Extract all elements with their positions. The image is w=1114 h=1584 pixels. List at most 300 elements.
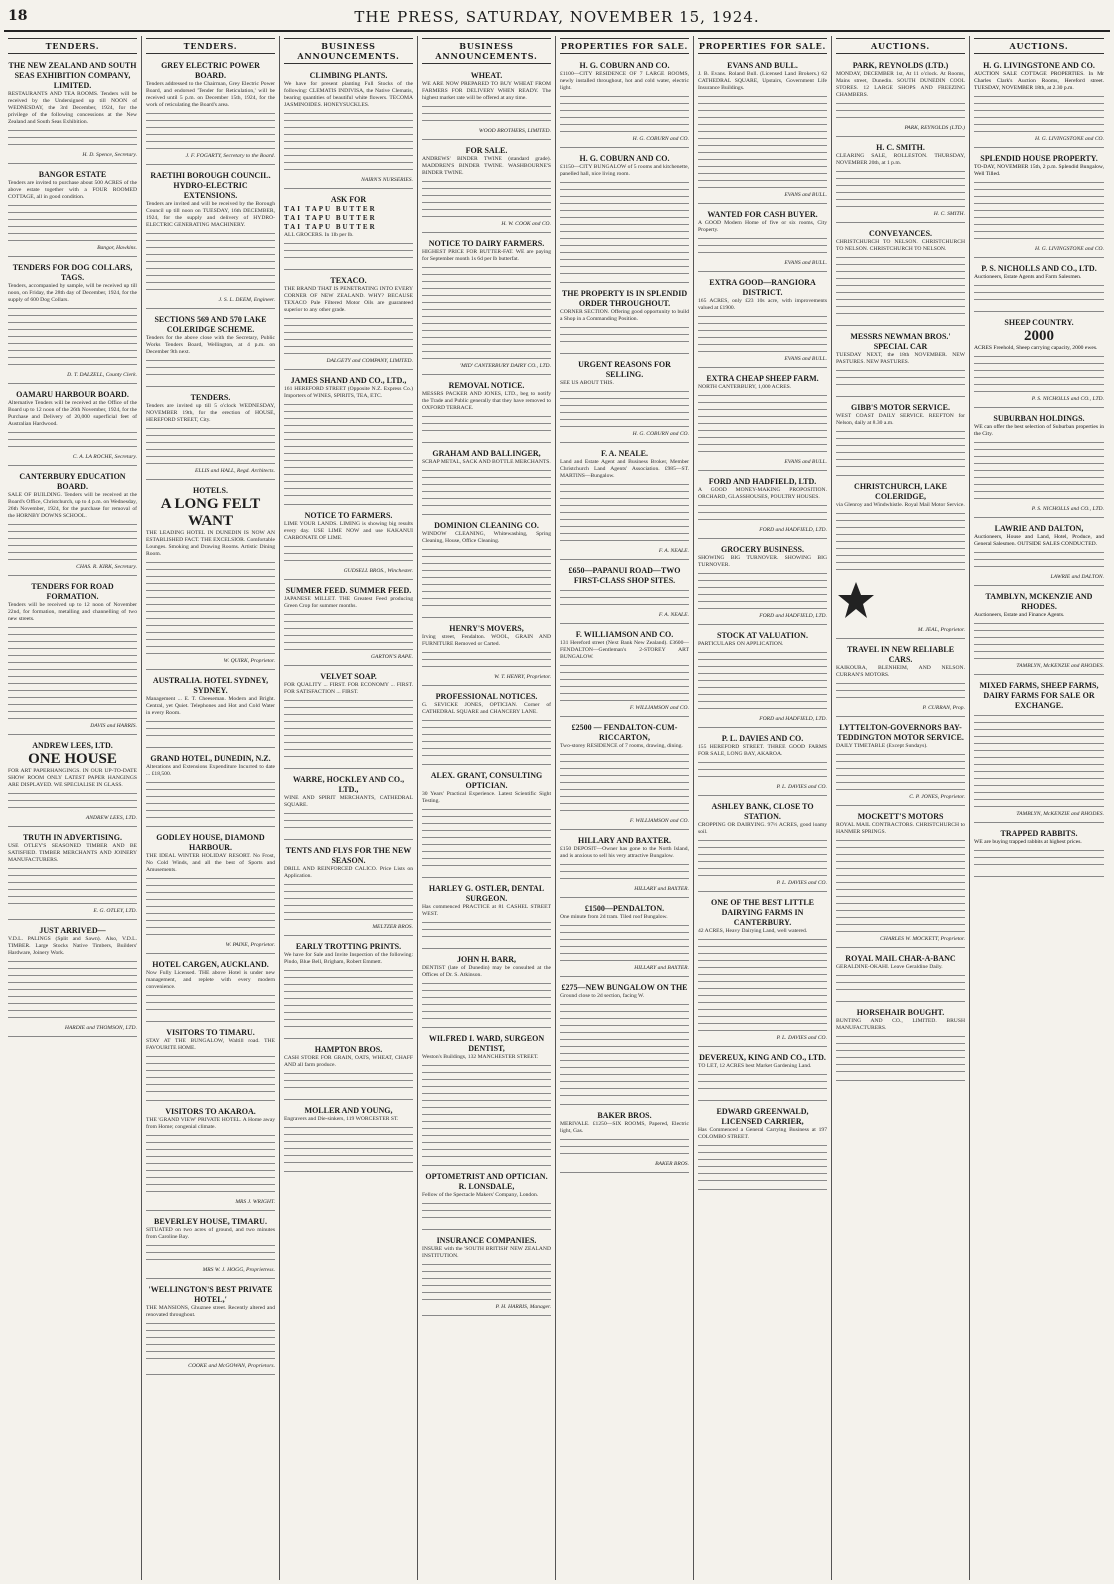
advertisement — [422, 768, 551, 878]
advertisement — [284, 1103, 413, 1172]
advertisement — [698, 799, 827, 892]
advertisement — [8, 260, 137, 384]
ad-signature: GUDSELL BROS., Winchester. — [343, 568, 413, 574]
ad-signature: D. T. DALZELL, County Clerk. — [67, 372, 137, 378]
ad-signature: H. W. COOK and CO. — [501, 221, 551, 227]
ad-body-text: FOR QUALITY ... FIRST. FOR ECONOMY ... FIRST. FOR SATISFACTION ... FIRST. — [284, 682, 413, 695]
ad-body-text: Auctioneers, Estate and Finance Agents. — [974, 612, 1065, 618]
fine-print-block — [974, 848, 1104, 870]
fine-print-block — [284, 1071, 413, 1093]
fine-print-block — [284, 316, 413, 356]
ad-signature: H. D. Spence, Secretary. — [82, 152, 137, 158]
advertisement — [146, 673, 275, 748]
advertisement — [146, 957, 275, 1022]
ad-signature: EVANS and BULL. — [784, 192, 827, 198]
ad-signature: P. S. NICHOLLS and CO., LTD. — [1031, 396, 1104, 402]
ad-body-text: CORNER SECTION. Offering good opportunity to build a Shop in a Commanding Position. — [560, 309, 689, 322]
ad-heading: URGENT REASONS FOR SELLING. — [578, 360, 671, 379]
ad-body-text: We have for present planting Full Stocks of the following: CLEMATIS INDIVISA, the Native Clematis, bearing quantities of beautiful white flowers. TECOMA JASMINOIDES. HONEYSUCKLES. — [284, 81, 413, 108]
ad-body-text: WEST COAST DAILY SERVICE. REEFTON for Nelson, daily at 8.30 a.m. — [836, 413, 965, 426]
ad-body-text: BUNTING AND CO., LIMITED. BRUSH MANUFACTURERS. — [836, 1018, 965, 1031]
ad-heading: BEVERLEY HOUSE, TIMARU. — [154, 1217, 267, 1226]
fine-print-block — [146, 1321, 275, 1361]
fine-print-block — [974, 283, 1104, 305]
ad-body-text: £1100—CITY RESIDENCE OF 7 LARGE ROOMS, newly installed throughout, hot and cold water, electric light. — [560, 71, 689, 91]
advertisement — [836, 140, 965, 223]
fine-print-block — [146, 719, 275, 741]
ad-repeated-line: TAI TAPU BUTTER — [284, 223, 377, 231]
ad-signature: HILLARY and BAXTER. — [634, 965, 689, 971]
advertisement — [698, 731, 827, 796]
advertisement — [974, 58, 1104, 148]
ad-heading: GIBB'S MOTOR SERVICE. — [851, 403, 950, 412]
ad-body-text: Engravers and Die-sinkers, 119 WORCESTER ST. — [284, 1116, 399, 1122]
ad-signature: H. G. COBURN and CO. — [632, 431, 689, 437]
ad-heading: PROFESSIONAL NOTICES. — [435, 692, 538, 701]
ad-heading: LAWRIE AND DALTON, — [994, 524, 1084, 533]
fine-print-block — [422, 1063, 551, 1159]
ad-body-text: PARTICULARS ON APPLICATION. — [698, 641, 784, 647]
advertisement — [698, 474, 827, 539]
advertisement — [422, 378, 551, 443]
ad-signature: P. S. NICHOLLS and CO., LTD. — [1031, 506, 1104, 512]
ad-heading: JAMES SHAND AND CO., LTD., — [290, 376, 407, 385]
ad-body-text: Irving street, Fendalton. WOOL, GRAIN AND FURNITURE Removed or Carted. — [422, 634, 551, 647]
ad-heading: CONVEYANCES. — [868, 229, 933, 238]
ad-signature: CHAS. R. KIRK, Secretary. — [76, 564, 137, 570]
fine-print-block — [560, 1137, 689, 1159]
advertisement — [974, 261, 1104, 312]
fine-print-block — [146, 426, 275, 466]
ad-heading: 'WELLINGTON'S BEST PRIVATE HOTEL,' — [148, 1285, 273, 1304]
ad-signature: EVANS and BULL. — [784, 459, 827, 465]
ad-signature: P. L. DAVIES and CO. — [776, 1035, 827, 1041]
fine-print-block — [698, 937, 827, 1033]
ad-body-text: via Glenroy and Windwhistle. Royal Mail Motor Service. — [836, 502, 965, 508]
ad-heading: £2500 — FENDALTON-CUM-RICCARTON, — [571, 723, 678, 742]
ad-body-text: FOR ART PAPERHANGINGS. IN OUR UP-TO-DATE SHOW ROOM ONLY LATEST PAPER HANGINGS ARE DISPLAYED. WE SPECIALISE IN GLASS. — [8, 768, 137, 788]
advertisement — [836, 329, 965, 397]
fine-print-block — [836, 101, 965, 123]
fine-print-block — [836, 368, 965, 390]
advertisement — [284, 669, 413, 769]
advertisement — [836, 809, 965, 948]
fine-print-block — [560, 588, 689, 610]
ad-heading: SPLENDID HOUSE PROPERTY. — [980, 154, 1098, 163]
ad-signature: H. C. SMITH. — [933, 211, 965, 217]
ad-heading: HOTELS. — [193, 486, 228, 495]
fine-print-block — [422, 650, 551, 672]
ad-body-text: Two-storey RESIDENCE of 7 rooms, drawing, dining. — [560, 743, 683, 749]
ad-body-text: Tenders addressed to the Chairman, Grey Electric Power Board, and endorsed 'Tender for Reticulation,' will be received until 5 p.m. on December 15th, 1924, for the work of reticulating the Board's area. — [146, 81, 275, 108]
fine-print-block — [284, 968, 413, 1032]
advertisement — [560, 151, 689, 283]
ad-heading: ROYAL MAIL CHAR-A-BANC — [845, 954, 956, 963]
advertisement — [146, 830, 275, 954]
column-6 — [694, 36, 832, 1580]
advertisement — [974, 151, 1104, 258]
ad-signature: FORD and HADFIELD, LTD. — [759, 527, 827, 533]
ad-heading: AUSTRALIA. HOTEL SYDNEY, SYDNEY. — [152, 676, 269, 695]
fine-print-block — [422, 179, 551, 219]
ad-signature: H. G. COBURN and CO. — [632, 136, 689, 142]
ad-body-text: 42 ACRES, Heavy Dairying Land, well watered. — [698, 928, 808, 934]
ad-signature: P. L. DAVIES and CO. — [776, 880, 827, 886]
advertisement — [8, 738, 137, 827]
ad-heading: GREY ELECTRIC POWER BOARD. — [161, 61, 260, 80]
ad-body-text: A GOOD MONEY-MAKING PROPOSITION. ORCHARD, GLASSHOUSES, POULTRY HOUSES. — [698, 487, 827, 500]
ad-heading: HOTEL CARGEN, AUCKLAND. — [152, 960, 269, 969]
ad-body-text: MERIVALE. £1250—SIX ROOMS, Papered, Electric light, Gas. — [560, 1121, 689, 1134]
ad-body-text: KAIKOURA, BLENHEIM, AND NELSON. CURRAN'S MOTORS. — [836, 665, 965, 678]
fine-print-block — [836, 1034, 965, 1074]
ad-heading: MOCKETT'S MOTORS — [857, 812, 944, 821]
advertisement — [422, 1233, 551, 1316]
ad-heading: OAMARU HARBOUR BOARD. — [16, 390, 129, 399]
advertisement — [560, 286, 689, 354]
fine-print-block — [836, 255, 965, 319]
ad-signature: HARDIE and THOMSON, LTD. — [64, 1025, 137, 1031]
advertisement — [422, 446, 551, 515]
ad-body-text: THE IDEAL WINTER HOLIDAY RESORT. No Frost, No Cold Winds, and all the best of Sports and Amusements. — [146, 853, 275, 873]
advertisement — [836, 951, 965, 1002]
fine-print-block — [8, 959, 137, 1023]
ad-body-text: Auctioneers, House and Land, Hotel, Produce, and General Salesmen. OUTSIDE SALES CONDUCTED. — [974, 534, 1104, 547]
column-heading: PROPERTIES FOR SALE. — [560, 38, 689, 54]
ad-signature: BAKER BROS. — [655, 1161, 689, 1167]
masthead — [4, 4, 1110, 32]
fine-print-block — [974, 94, 1104, 134]
ad-signature: HILLARY and BAXTER. — [634, 886, 689, 892]
ad-body-text: G. SEVICKE JONES, OPTICIAN. Corner of CATHEDRAL SQUARE and CHANCERY LANE. — [422, 702, 551, 715]
fine-print-block — [8, 866, 137, 906]
ad-heading: TRAPPED RABBITS. — [1000, 829, 1078, 838]
ad-body-text: Tenders are invited to purchase about 500 ACRES of the above estate together with a FOUR ROOMED COTTAGE, all in good condition. — [8, 180, 137, 200]
ad-heading: HORSEHAIR BOUGHT. — [856, 1008, 945, 1017]
ad-body-text: THE MANSIONS, Ghuznee street. Recently altered and renovated throughout. — [146, 1305, 275, 1318]
ad-heading: OPTOMETRIST AND OPTICIAN. R. LONSDALE, — [425, 1172, 548, 1191]
fine-print-block — [146, 780, 275, 820]
ad-signature: EVANS and BULL. — [784, 356, 827, 362]
advertisement — [974, 589, 1104, 675]
ad-heading: EXTRA GOOD—RANGIORA DISTRICT. — [709, 278, 816, 297]
ad-body-text: STAY AT THE BUNGALOW, Waltill road. THE FAVOURITE HOME. — [146, 1038, 275, 1051]
ad-body-text: THE LEADING HOTEL IN DUNEDIN IS NOW AN ESTABLISHED FACT. THE EXCELSIOR. Comfortable Lounges. Smoking and Drawing Rooms. Artistic Dining Room. — [146, 530, 275, 557]
ad-body-text: JAPANESE MILLET. THE Greatest Feed producing Green Crop for summer months. — [284, 596, 413, 609]
ad-signature: Bangor, Hawkins. — [97, 245, 137, 251]
advertisement — [698, 1104, 827, 1190]
ad-heading: TEXACO. — [330, 276, 367, 285]
ad-heading: DOMINION CLEANING CO. — [434, 521, 539, 530]
ad-body-text: 165 ACRES, only £23 10s acre, with improvements valued at £1900. — [698, 298, 827, 311]
ad-heading: TENDERS FOR ROAD FORMATION. — [31, 582, 114, 601]
ad-heading: TENTS AND FLYS FOR THE NEW SEASON. — [285, 846, 412, 865]
ad-body-text: WE are buying trapped rabbits at highest prices. — [974, 839, 1082, 845]
ad-body-text: HIGHEST PRICE FOR BUTTER-FAT. WE are paying for September month 1s 6d per lb butterfat. — [422, 249, 551, 262]
advertisement — [698, 542, 827, 625]
ad-heading: BANGOR ESTATE — [38, 170, 107, 179]
ad-display-text: 2000 — [1024, 328, 1054, 344]
ad-body-text: 155 HEREFORD STREET. THREE GOOD FARMS FOR SALE, LONG BAY, AKAROA. — [698, 744, 827, 757]
ad-body-text: TO-DAY, NOVEMBER 15th, 2 p.m. Splendid Bungalow, Well Tilled. — [974, 164, 1104, 177]
fine-print-block — [146, 876, 275, 940]
fine-print-block — [422, 547, 551, 611]
ad-heading: THE NEW ZEALAND AND SOUTH SEAS EXHIBITION COMPANY, LIMITED. — [8, 61, 137, 90]
fine-print-block — [146, 993, 275, 1015]
advertisement — [560, 563, 689, 624]
ad-body-text: DRILL AND REINFORCED CALICO. Price Lists on Application. — [284, 866, 413, 879]
advertisement — [560, 980, 689, 1105]
ad-heading: TENDERS FOR DOG COLLARS, TAGS. — [12, 263, 133, 282]
ad-heading: H. C. SMITH. — [876, 143, 925, 152]
ad-body-text: Has Commenced a General Carrying Business at 197 COLOMBO STREET. — [698, 1127, 827, 1140]
ad-body-text: INSURE with the 'SOUTH BRITISH' NEW ZEALAND INSTITUTION. — [422, 1246, 551, 1259]
ad-body-text: MESSRS PACKER AND JONES, LTD., beg to notify the Trade and Public generally that they have removed to OXFORD TERRACE. — [422, 391, 551, 411]
ad-heading: PARK, REYNOLDS (LTD.) — [852, 61, 949, 70]
columns — [4, 36, 1110, 1580]
ad-signature: LAWRIE and DALTON. — [1050, 574, 1104, 580]
ad-signature: H. G. LIVINGSTONE and CO. — [1034, 136, 1104, 142]
ad-body-text: Alternative Tenders will be received at the Office of the Board up to 12 noon of the 26th November, 1924, for the Purchase and Delivery of 20,000 superficial feet of Australian Hardwood. — [8, 400, 137, 427]
column-7 — [832, 36, 970, 1580]
advertisement — [560, 901, 689, 977]
ad-body-text: Alterations and Extensions Expenditure Incurred to date ... £18,500. — [146, 764, 275, 777]
column-heading: BUSINESS ANNOUNCEMENTS. — [422, 38, 551, 64]
ad-heading: GROCERY BUSINESS. — [721, 545, 804, 554]
fine-print-block — [284, 698, 413, 762]
advertisement — [974, 315, 1104, 408]
fine-print-block — [836, 973, 965, 995]
fine-print-block — [974, 180, 1104, 244]
ad-display-text: A LONG FELT WANT — [160, 496, 261, 529]
advertisement — [284, 192, 413, 270]
ad-heading: EDWARD GREENWALD, LICENSED CARRIER, — [716, 1107, 809, 1126]
ad-heading: EVANS AND BULL. — [727, 61, 798, 70]
ad-signature: E. G. OTLEY, LTD. — [93, 908, 137, 914]
advertisement — [836, 226, 965, 326]
fine-print-block — [8, 128, 137, 150]
fine-print-block — [560, 923, 689, 963]
fine-print-block — [422, 1262, 551, 1302]
advertisement — [560, 446, 689, 560]
ad-heading: GRAHAM AND BALLINGER, — [432, 449, 541, 458]
fine-print-block — [422, 265, 551, 361]
advertisement — [422, 1169, 551, 1230]
ad-heading: TENDERS. — [190, 393, 231, 402]
ad-body-text: Fellow of the Spectacle Makers' Company, London. — [422, 1192, 539, 1198]
advertisement — [698, 628, 827, 728]
ad-body-text: ACRES Freehold, Sheep carrying capacity, 2000 ewes. — [974, 345, 1098, 351]
ad-heading: SUMMER FEED. SUMMER FEED. — [285, 586, 412, 595]
fine-print-block — [8, 522, 137, 562]
ad-body-text: AUCTION SALE COTTAGE PROPERTIES. In Mr Charles Clark's Auction Rooms, Hereford street. TUESDAY, NOVEMBER 18th, at 2.30 p.m. — [974, 71, 1104, 91]
advertisement — [836, 1005, 965, 1081]
ad-heading: HENRY'S MOVERS, — [449, 624, 524, 633]
ad-signature: DAVIS and HARRIS. — [90, 723, 137, 729]
fine-print-block — [8, 625, 137, 721]
ad-signature: GARTON'S RAPE. — [370, 654, 413, 660]
ad-signature: H. G. LIVINGSTONE and CO. — [1034, 246, 1104, 252]
ad-body-text: WE ARE NOW PREPARED TO BUY WHEAT FROM FARMERS FOR DELIVERY WHEN READY. The highest market rate will be offered at any time. — [422, 81, 551, 101]
ad-body-text: CROPPING OR DAIRYING. 97½ ACRES, good loamy soil. — [698, 822, 827, 835]
advertisement — [698, 1050, 827, 1101]
fine-print-block — [974, 713, 1104, 809]
fine-print-block — [836, 752, 965, 792]
ad-signature: P. CURRAN, Prop. — [922, 705, 965, 711]
ad-heading: GODLEY HOUSE, DIAMOND HARBOUR. — [156, 833, 265, 852]
ad-body-text: Land and Estate Agent and Business Broker, Member Christchurch Land Agents' Association. £985—ST. MARTINS—Bungalow. — [560, 459, 689, 479]
column-heading: AUCTIONS. — [836, 38, 965, 54]
ad-heading: EARLY TROTTING PRINTS. — [295, 942, 402, 951]
fine-print-block — [560, 1002, 689, 1098]
ad-body-text: WE can offer the best selection of Suburban properties in the City. — [974, 424, 1104, 437]
ad-signature: 'MID' CANTERBURY DAIRY CO., LTD. — [459, 363, 551, 369]
advertisement — [560, 357, 689, 443]
fine-print-block — [422, 1201, 551, 1223]
fine-print-block — [8, 430, 137, 452]
ad-signature: J. S. L. DEEM, Engineer. — [218, 297, 275, 303]
ad-heading: SUBURBAN HOLDINGS. — [993, 414, 1085, 423]
ad-heading: LYTTELTON-GOVERNORS BAY-TEDDINGTON MOTOR SERVICE. — [837, 723, 964, 742]
ad-heading: CHRISTCHURCH, LAKE COLERIDGE, — [854, 482, 947, 501]
ad-body-text: USE OTLEY'S SEASONED TIMBER AND BE SATISFIED. TIMBER MERCHANTS AND JOINERY MANUFACTURERS. — [8, 843, 137, 863]
fine-print-block — [974, 621, 1104, 661]
advertisement — [146, 312, 275, 387]
advertisement — [836, 642, 965, 717]
ad-heading: RAETIHI BOROUGH COUNCIL. HYDRO-ELECTRIC EXTENSIONS. — [150, 171, 271, 200]
ad-heading: ASK FOR — [330, 195, 367, 204]
ad-heading: DEVEREUX, KING AND CO., LTD. — [699, 1053, 826, 1062]
ad-body-text: WINDOW CLEANING, Whitewashing, Spring Cleaning, House, Office Cleaning. — [422, 531, 551, 544]
ad-heading: H. G. COBURN AND CO. — [579, 61, 670, 70]
ad-signature: P. H. HARRIS, Manager. — [495, 1304, 551, 1310]
column-4 — [418, 36, 556, 1580]
ad-body-text: THE 'GRAND VIEW' PRIVATE HOTEL. A Home away from Home; congenial climate. — [146, 1117, 275, 1130]
fine-print-block — [284, 612, 413, 652]
ad-heading: INSURANCE COMPANIES. — [436, 1236, 537, 1245]
ad-body-text: Weston's Buildings, 132 MANCHESTER STREET. — [422, 1054, 539, 1060]
advertisement — [146, 1025, 275, 1101]
fine-print-block — [560, 862, 689, 884]
ad-heading: BAKER BROS. — [597, 1111, 652, 1120]
fine-print-block — [836, 169, 965, 209]
fine-print-block — [836, 429, 965, 469]
ad-body-text: DAILY TIMETABLE (Except Sundays). — [836, 743, 928, 749]
ad-signature: MELTZER BROS. — [372, 924, 413, 930]
column-8 — [970, 36, 1108, 1580]
ad-body-text: Tenders for the above close with the Secretary, Public Works Tenders Board, Wellington, at 4 p.m. on December 9th next. — [146, 335, 275, 355]
advertisement — [560, 1108, 689, 1173]
ad-signature: J. F. FOGARTY, Secretary to the Board. — [185, 153, 275, 159]
ad-body-text: ROYAL MAIL CONTRACTORS. CHRISTCHURCH to HANMER SPRINGS. — [836, 822, 965, 835]
ad-heading: ASHLEY BANK, CLOSE TO STATION. — [711, 802, 814, 821]
column-5 — [556, 36, 694, 1580]
fine-print-block — [698, 503, 827, 525]
ad-body-text: 161 HEREFORD STREET (Opposite N.Z. Express Co.) Importers of WINES, SPIRITS, TEA, ETC. — [284, 386, 413, 399]
advertisement — [422, 621, 551, 686]
advertisement — [422, 143, 551, 233]
advertisement — [836, 400, 965, 476]
ad-body-text: One minute from 2d tram. Tiled roof Bungalow. — [560, 914, 668, 920]
ad-body-text: SALE OF BUILDING. Tenders will be received at the Board's Office, Christchurch, up to 4 p.m. on Wednesday, 26th November, 1924, for the purchase for removal of the HORNBY DOWNS SCHOOL. — [8, 492, 137, 519]
ad-heading: WANTED FOR CASH BUYER. — [707, 210, 818, 219]
fine-print-block — [146, 231, 275, 295]
ad-body-text: WINE AND SPIRIT MERCHANTS, CATHEDRAL SQUARE. — [284, 795, 413, 808]
advertisement — [698, 58, 827, 204]
ad-heading: STOCK AT VALUATION. — [717, 631, 808, 640]
fine-print-block — [284, 882, 413, 922]
ad-heading: P. L. DAVIES AND CO. — [721, 734, 804, 743]
ad-body-text: SCRAP METAL, SACK AND BOTTLE MERCHANTS. — [422, 459, 551, 465]
ad-body-text: MONDAY, DECEMBER 1st, At 11 o'clock. At Rooms, Mains street, Dunedin. SOUTH DUNEDIN COOL STORES. 12 LARGE SHOPS AND FREEZING CHAMBERS. — [836, 71, 965, 98]
ad-body-text: Tenders are invited and will be received by the Borough Council up till noon on TUESDAY, 16th DECEMBER, 1924, for the supply and delivery of HYDRO-ELECTRIC GENERATING MACHINERY. — [146, 201, 275, 228]
fine-print-block — [8, 306, 137, 370]
ad-heading: ALEX. GRANT, CONSULTING OPTICIAN. — [430, 771, 543, 790]
ad-signature: W. T. HENRY, Proprietor. — [494, 674, 551, 680]
ad-heading: JOHN H. BARR, — [456, 955, 517, 964]
column-heading: AUCTIONS. — [974, 38, 1104, 54]
advertisement — [146, 1104, 275, 1211]
fine-print-block — [974, 550, 1104, 572]
ad-signature: TAMBLYN, McKENZIE and RHODES. — [1016, 811, 1104, 817]
fine-print-block — [698, 236, 827, 258]
fine-print-block — [560, 752, 689, 816]
ad-body-text: We have for Sale and Invite Inspection of the following: Pindo, Blue Bell, Brigham, Robert Emmett. — [284, 952, 413, 965]
advertisement — [560, 833, 689, 898]
ad-heading: SHEEP COUNTRY. — [1004, 318, 1074, 327]
ad-signature: FORD and HADFIELD, LTD. — [759, 716, 827, 722]
page-number: 18 — [8, 8, 28, 24]
ad-signature: ELLIS and HALL, Regd. Architects. — [194, 468, 275, 474]
advertisement — [422, 236, 551, 375]
advertisement — [560, 58, 689, 148]
ad-body-text: TUESDAY NEXT, the 18th NOVEMBER. NEW PASTURES. NEW PASTURES. — [836, 352, 965, 365]
fine-print-block — [698, 314, 827, 354]
ad-heading: REMOVAL NOTICE. — [448, 381, 525, 390]
ad-body-text: Tenders are invited up till 5 o'clock WEDNESDAY, NOVEMBER 19th, for the erection of HOUSE, HEREFORD STREET, City. — [146, 403, 275, 423]
fine-print-block — [560, 663, 689, 703]
ad-body-text: Auctioneers, Estate Agents and Farm Salesmen. — [974, 274, 1082, 280]
ad-heading: £650—PAPANUI ROAD—TWO FIRST-CLASS SHOP SITES. — [568, 566, 681, 585]
ad-body-text: SITUATED on two acres of ground, and two minutes from Caroline Bay. — [146, 1227, 275, 1240]
advertisement — [560, 627, 689, 717]
ad-heading: JUST ARRIVED— — [39, 926, 106, 935]
ad-signature: DALGETY and COMPANY, LIMITED. — [326, 358, 413, 364]
advertisement — [698, 371, 827, 471]
ad-heading: ANDREW LEES, LTD. — [32, 741, 113, 750]
ad-heading: WILFRED I. WARD, SURGEON DENTIST, — [428, 1034, 545, 1053]
ad-signature: C. P. JONES, Proprietor. — [909, 794, 965, 800]
fine-print-block — [698, 1072, 827, 1094]
advertisement — [8, 167, 137, 257]
ad-heading: SECTIONS 569 AND 570 LAKE COLERIDGE SCHEME. — [154, 315, 267, 334]
advertisement — [422, 1031, 551, 1166]
fine-print-block — [560, 94, 689, 134]
advertisement — [8, 387, 137, 466]
fine-print-block — [146, 111, 275, 151]
ad-signature: FORD and HADFIELD, LTD. — [759, 613, 827, 619]
fine-print-block — [146, 560, 275, 656]
fine-print-block — [146, 1133, 275, 1197]
ad-body-text: Tenders, accompanied by sample, will be received up till noon, on Friday, the 28th day of December, 1924, for the supply of 600 Dog Collars. — [8, 283, 137, 303]
ad-heading: FORD AND HADFIELD, LTD. — [708, 477, 817, 486]
advertisement — [8, 579, 137, 735]
ad-signature: MRS J. WRIGHT. — [235, 1199, 275, 1205]
ad-body-text: J. B. Evans. Roland Bull. (Licensed Land Brokers.) 62 CATHEDRAL SQUARE, Upstairs, Government Life Insurance Buildings. — [698, 71, 827, 91]
ad-body-text: Now Fully Licensed. THE above Hotel is under new management, and replete with every modern convenience. — [146, 970, 275, 990]
fine-print-block — [560, 180, 689, 276]
fine-print-block — [422, 981, 551, 1021]
